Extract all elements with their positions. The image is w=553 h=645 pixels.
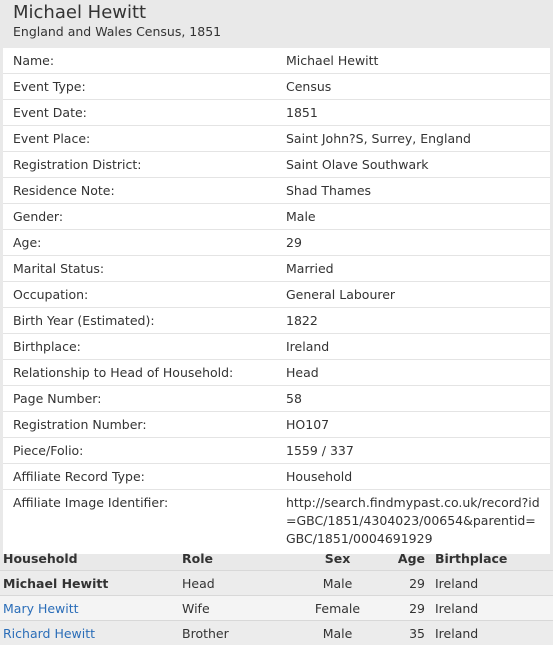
record-label: Name: [3,48,276,74]
record-row-birth-year [3,308,550,334]
record-row-occupation [3,282,550,308]
record-row-marital-status [3,256,550,282]
record-value: Male [276,204,550,230]
record-label: Gender: [3,204,276,230]
member-role: Brother [179,621,284,645]
record-value: Saint John?S, Surrey, England [276,126,550,152]
record-value: 1822 [276,308,550,334]
collection-title: England and Wales Census, 1851 [13,24,222,39]
household-member-row [0,621,553,645]
affiliate-image-url[interactable]: http://search.findmypast.co.uk/record?id=GBC/1851/4304023/00654&parentid=GBC/1851/0004691929 [286,495,540,546]
household-section [0,546,553,645]
member-birthplace: Ireland [432,571,553,596]
record-details-table [3,48,550,554]
column-header-age: Age [397,550,425,566]
record-row-registration-number [3,412,550,438]
household-table [0,546,553,645]
record-value: Head [276,360,550,386]
record-value: 1559 / 337 [276,438,550,464]
record-label: Page Number: [3,386,276,412]
record-row-birthplace [3,334,550,360]
record-row-event-date [3,100,550,126]
record-label: Event Type: [3,74,276,100]
member-sex: Female [284,596,388,621]
record-row-event-place [3,126,550,152]
record-row-page-number [3,386,550,412]
household-member-row [0,571,553,596]
record-label: Event Place: [3,126,276,152]
member-sex: Male [284,571,388,596]
record-value: Household [276,464,550,490]
member-birthplace: Ireland [432,596,553,621]
record-row-age [3,230,550,256]
record-row-piece-folio [3,438,550,464]
record-label: Affiliate Record Type: [3,464,276,490]
record-label: Relationship to Head of Household: [3,360,276,386]
record-details-panel [3,48,550,554]
record-value-cell [276,490,550,555]
record-value: Saint Olave Southwark [276,152,550,178]
record-row-name [3,48,550,74]
record-value: Census [276,74,550,100]
member-sex: Male [284,621,388,645]
record-header [0,0,553,42]
household-member-row [0,596,553,621]
record-value: 58 [276,386,550,412]
member-name-cell [0,621,179,645]
column-header-birthplace: Birthplace [435,550,508,566]
member-birthplace: Ireland [432,621,553,645]
record-row-relationship [3,360,550,386]
member-name-link[interactable]: Richard Hewitt [3,625,96,641]
record-label: Registration District: [3,152,276,178]
record-label: Residence Note: [3,178,276,204]
record-value: HO107 [276,412,550,438]
page-title: Michael Hewitt [13,2,147,23]
record-label: Birthplace: [3,334,276,360]
column-header-sex: Sex [324,550,351,566]
record-label: Birth Year (Estimated): [3,308,276,334]
member-age: 29 [388,571,432,596]
member-age: 35 [388,621,432,645]
record-value: 29 [276,230,550,256]
record-value: Ireland [276,334,550,360]
column-header-household: Household [3,550,78,566]
record-row-residence-note [3,178,550,204]
record-label: Occupation: [3,282,276,308]
record-value: General Labourer [276,282,550,308]
record-row-event-type [3,74,550,100]
record-value: Married [276,256,550,282]
member-name-cell [0,596,179,621]
record-value: Shad Thames [276,178,550,204]
member-role: Head [179,571,284,596]
member-role: Wife [179,596,284,621]
member-name-current: Michael Hewitt [0,571,179,596]
record-row-affiliate-record-type [3,464,550,490]
record-label: Event Date: [3,100,276,126]
record-label: Affiliate Image Identifier: [13,495,169,510]
record-label: Marital Status: [3,256,276,282]
record-label: Piece/Folio: [3,438,276,464]
record-label: Registration Number: [3,412,276,438]
record-row-registration-district [3,152,550,178]
record-row-affiliate-image-identifier [3,490,550,555]
record-value: Michael Hewitt [276,48,550,74]
column-header-role: Role [182,550,213,566]
member-name-link[interactable]: Mary Hewitt [3,600,79,616]
record-row-gender [3,204,550,230]
household-header-row [0,546,553,571]
member-age: 29 [388,596,432,621]
record-value: 1851 [276,100,550,126]
record-label: Age: [3,230,276,256]
